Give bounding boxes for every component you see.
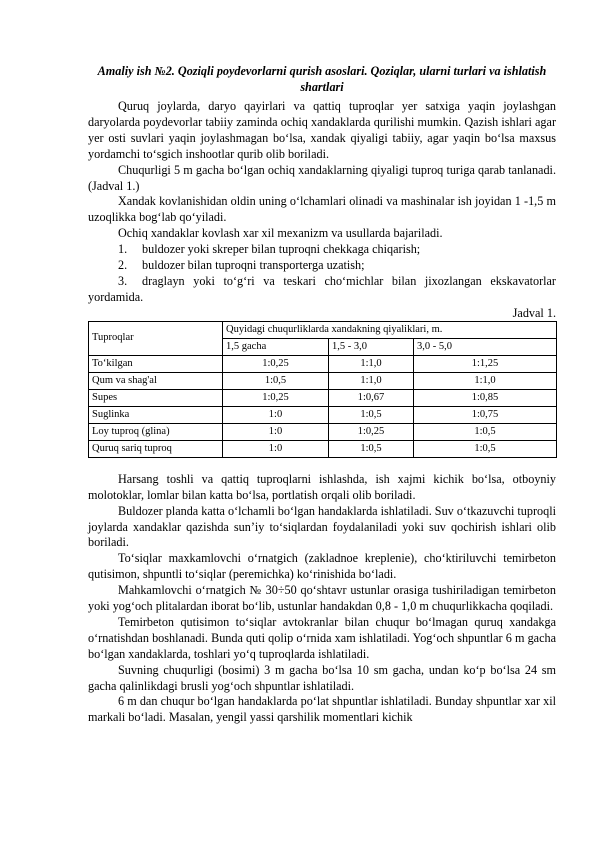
- list-number: 1.: [118, 242, 128, 257]
- list-item: [88, 258, 556, 274]
- table-cell: 1:0: [223, 423, 329, 440]
- paragraph: 6 m dan chuqur bo‘lgan handaklarda po‘lat shpuntlar ishlatiladi. Bunday shpuntlar xar xil markali bo‘ladi. Masalan, yengil yassi qarshilik momentlari kichik: [88, 694, 556, 725]
- table-cell: 1:0: [223, 440, 329, 457]
- table-cell: 1:0,5: [414, 440, 557, 457]
- paragraph: Temirbeton qutisimon to‘siqlar avtokranlar bilan chuqur bo‘lmagan quruq xandakga o‘rnatishdan boshlanadi. Bunda quti qolip o‘rnida xam ishlatiladi. Yog‘och shpuntlar 6 m gacha bo‘lgan xandaklarda, toshlari yo‘q tuproqlarda ishlatiladi.: [88, 614, 556, 661]
- list-item: [88, 242, 556, 258]
- soil-name: Qum va shag'al: [89, 372, 223, 389]
- paragraph: Buldozer planda katta o‘lchamli bo‘lgan handaklarda ishlatiladi. Suv o‘tkazuvchi tuproqli joylarda xandaklar qazishda sun’iy to‘siqlardan foydalaniladi yoki suv qochirish ishlari olib boriladi.: [88, 503, 556, 550]
- table-cell: 1:0,5: [329, 406, 414, 423]
- header-slopes: Quyidagi chuqurliklarda xandakning qiyaliklari, m.: [223, 321, 557, 338]
- table-row: [89, 372, 557, 389]
- table-header-row: [89, 321, 557, 338]
- soil-name: Quruq sariq tuproq: [89, 440, 223, 457]
- table-cell: 1:1,0: [329, 355, 414, 372]
- table-cell: 1:0,25: [223, 355, 329, 372]
- list-number: 2.: [118, 258, 128, 273]
- subheader-cell: 3,0 - 5,0: [414, 338, 557, 355]
- paragraph: Xandak kovlanishidan oldin uning o‘lchamlari olinadi va mashinalar ish joyidan 1 -1,5 m uzoqlikka bog‘lab qo‘yiladi.: [88, 194, 556, 225]
- table-cell: 1:0: [223, 406, 329, 423]
- paragraph: Chuqurligi 5 m gacha bo‘lgan ochiq xandaklarning qiyaligi tuproq turiga qarab tanlanadi.(Jadval 1.): [88, 162, 556, 193]
- paragraph: To‘siqlar maxkamlovchi o‘rnatgich (zakladnoe kreplenie), cho‘ktiriluvchi temirbeton qutisimon, shpuntli to‘siqlar (peremichka) ko‘rinishida bo‘ladi.: [88, 551, 556, 582]
- table-cell: 1:0,67: [329, 389, 414, 406]
- table-cell: 1:0,5: [223, 372, 329, 389]
- paragraph: Harsang toshli va qattiq tuproqlarni ishlashda, ish xajmi kichik bo‘lsa, otboyniy molotoklar, lomlar bilan katta bo‘lsa, portlatish orqali olib boriladi.: [88, 471, 556, 502]
- paragraph: Quruq joylarda, daryo qayirlari va qattiq tuproqlar yer satxiga yaqin joylashgan daryolarda poydevorlar tabiiy zaminda ochiq xandaklarda qurilishi mumkin. Qazish ishlari agar yer osti suvlari yaqin joylashmagan bo‘lsa, xandak qiyaligi tabiiy, agar yaqin bo‘lsa maxsus yordamchi to‘sgich inshootlar qurib olib boriladi.: [88, 99, 556, 161]
- table-row: [89, 423, 557, 440]
- header-soils: Tuproqlar: [89, 321, 223, 355]
- slope-table: [88, 321, 557, 458]
- soil-name: Loy tuproq (glina): [89, 423, 223, 440]
- table-cell: 1:0,25: [329, 423, 414, 440]
- table-row: [89, 440, 557, 457]
- paragraph: Suvning chuqurligi (bosimi) 3 m gacha bo‘lsa 10 sm gacha, undan ko‘p bo‘lsa 24 sm gacha qalinlikdagi brusli yog‘och shpuntlar ishlatiladi.: [88, 662, 556, 693]
- soil-name: Suglinka: [89, 406, 223, 423]
- table-cell: 1:1,0: [414, 372, 557, 389]
- table-row: [89, 355, 557, 372]
- document-title: Amaliy ish №2. Qoziqli poydevorlarni qurish asoslari. Qoziqlar, ularni turlari va ishlatish shartlari: [97, 64, 547, 94]
- table-row: [89, 389, 557, 406]
- table-row: [89, 406, 557, 423]
- table-cell: 1:0,25: [223, 389, 329, 406]
- table-cell: 1:0,85: [414, 389, 557, 406]
- paragraph: Ochiq xandaklar kovlash xar xil mexanizm va usullarda bajariladi.: [118, 226, 443, 241]
- soil-name: To‘kilgan: [89, 355, 223, 372]
- table-cell: 1:0,75: [414, 406, 557, 423]
- page-content: [88, 63, 556, 726]
- table-cell: 1:1,0: [329, 372, 414, 389]
- table-caption: Jadval 1.: [512, 305, 556, 320]
- list-number: 3.: [118, 273, 128, 288]
- paragraph: Mahkamlovchi o‘rnatgich № 30÷50 qo‘shtavr ustunlar orasiga tushiriladigan temirbeton yoki yog‘och plitalardan iborat bo‘lib, ustunlar handakdan 0,8 - 1,0 m chuqurlikkacha qoqiladi.: [88, 583, 556, 614]
- table-cell: 1:1,25: [414, 355, 557, 372]
- subheader-cell: 1,5 gacha: [223, 338, 329, 355]
- table-cell: 1:0,5: [414, 423, 557, 440]
- list-text: draglayn yoki to‘g‘ri va teskari cho‘michlar bilan jixozlangan ekskavatorlar yordamida.: [88, 273, 556, 304]
- list-text: buldozer yoki skreper bilan tuproqni chekkaga chiqarish;: [142, 242, 421, 257]
- soil-name: Supes: [89, 389, 223, 406]
- subheader-cell: 1,5 - 3,0: [329, 338, 414, 355]
- list-text: buldozer bilan tuproqni transporterga uzatish;: [142, 258, 365, 273]
- list-item: [88, 274, 556, 306]
- table-cell: 1:0,5: [329, 440, 414, 457]
